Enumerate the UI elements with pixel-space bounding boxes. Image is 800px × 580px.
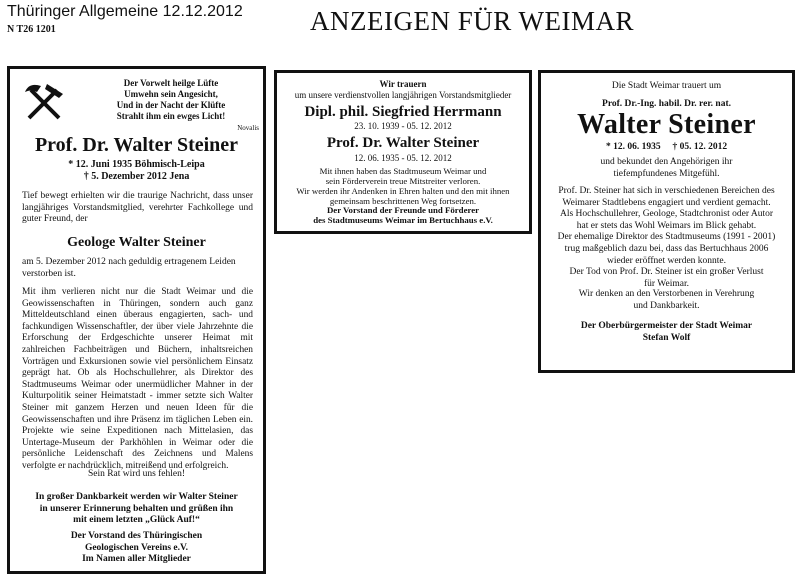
gratitude-line: In großer Dankbarkeit werden wir Walter Steiner [35,492,238,502]
intro-paragraph: Tief bewegt erhielten wir die traurige Nachricht, dass unser langjähriges Vorstandsmitglied, verehrter Fachkollege und guter Freund, der [22,191,253,225]
death-notice-paragraph: am 5. Dezember 2012 nach geduldig ertragenem Leiden verstorben ist. [22,257,236,279]
signature-line: Geologischen Vereins e.V. [84,542,189,553]
body-line: trug maßgeblich dazu bei, dass das Bertuchhaus 2006 [564,243,769,254]
mourning-heading [277,79,529,101]
signature-block [551,321,782,344]
body-line: sein Förderverein treue Mitstreiter verloren. [325,176,481,186]
body-line: Prof. Dr. Steiner hat sich in verschiedenen Bereichen des [558,186,775,196]
motto-line: Umwehn sein Angesicht, [124,89,218,99]
obituary-geological-society [7,66,266,574]
tribute-paragraph [283,166,523,206]
body-line: Der Tod von Prof. Dr. Steiner ist ein großer Verlust [569,267,764,278]
motto-line: Und in der Nacht der Klüfte [116,100,226,110]
signature-line: des Stadtmuseums Weimar im Bertuchhaus e.V. [313,215,493,225]
body-line: Wir werden ihr Andenken in Ehren halten und den mit ihnen [296,186,510,196]
gratitude-line: mit einem letzten „Glück Auf!“ [73,515,200,526]
condolence-line: und bekundet den Angehörigen ihr [600,157,733,167]
deceased-name: Prof. Dr. Walter Steiner [34,134,239,156]
gratitude-line: in unserer Erinnerung behalten und grüßen ihn [39,503,234,514]
signature-line: Im Namen aller Mitglieder [82,554,191,565]
heading-line: Wir trauern [379,79,427,89]
deceased-name-1: Dipl. phil. Siegfried Herrmann [304,104,502,120]
signature-line: Der Vorstand der Freunde und Förderer [326,205,480,215]
death-date: † 5. Dezember 2012 Jena [83,171,190,182]
deceased-name: Walter Steiner [577,109,756,140]
tribute-paragraph [549,186,784,290]
life-dates: * 12. 06. 1935 † 05. 12. 2012 [605,142,728,152]
obituary-city-weimar [538,70,795,373]
body-line: wieder eröffnet werden konnte. [606,255,727,266]
motto-verse [85,78,257,122]
body-line: für Weimar. [644,278,689,289]
deceased-name-2: Prof. Dr. Walter Steiner [326,135,480,151]
obituary-museum-friends [274,70,532,234]
life-dates [10,159,263,183]
academic-title: Prof. Dr.-Ing. habil. Dr. rer. nat. [602,99,731,109]
closing-remark: Sein Rat wird uns fehlen! [87,469,186,479]
page-title: ANZEIGEN FÜR WEIMAR [310,6,634,36]
birth-date: * 12. Juni 1935 Böhmisch-Leipa [68,159,205,170]
remembrance-line: und Dankbarkeit. [633,300,700,311]
signature-line: Stefan Wolf [642,332,691,343]
remembrance-line: Wir denken an den Verstorbenen in Verehrung [578,289,755,299]
tribute-paragraph: Mit ihm verlieren nicht nur die Stadt Weimar und die Geowissenschaften in Thüringen, sondern auch ganz Mitteldeutschland einen überaus engagierten, sach- und fachkundigen Wissenschaftler, der über viele Jahrzehnte die Erforschung der Erdgeschichte unserer Heimat mit zahlreichen Fachbeiträgen und Büchern, inhaltsreichen Vorträgen und Exkursionen sowie viel persönlichem Einsatz geprägt hat. Ob als Hochschullehrer, als Direktor des Stadtmuseums Weimar oder unermüdlicher Mahner in der Kulturpolitik seiner Heimatstadt - immer setzte sich Walter Steiner mit ganzem Herzen und neuen Ideen für die Geowissenschaften und ihre Präsenz im täglichen Leben ein. Projekte wie seine Expeditionen nach Mittelasien, das Untertage-Museum der Parkhöhlen in Weimar oder die persönliche Leidenschaft des Zeichnens und Malens verfolgte er nachdrücklich, mitreißend und erfolgreich. [22,287,253,471]
signature-line: Der Vorstand des Thüringischen [70,531,203,541]
signature-block [283,205,523,225]
motto-line: Strahlt ihm ein ewges Licht! [116,111,226,121]
remembrance-paragraph [551,289,782,312]
condolence-line: tiefempfundenes Mitgefühl. [613,168,720,179]
life-dates-1: 23. 10. 1939 - 05. 12. 2012 [354,121,452,131]
mourning-intro: Die Stadt Weimar trauert um [611,81,722,91]
motto-line: Der Vorwelt heilge Lüfte [123,78,219,88]
signature-line: Der Oberbürgermeister der Stadt Weimar [580,321,753,331]
body-line: Der ehemalige Direktor des Stadtmuseums (1991 - 2001) [557,232,776,243]
edition-code: N T26 1201 [7,24,56,35]
hammer-and-pick-icon [23,80,65,122]
body-line: Mit ihnen haben das Stadtmuseum Weimar und [319,166,487,176]
body-line: Weimarer Stadtlebens engagiert und verdient gemacht. [562,197,771,208]
life-dates-2: 12. 06. 1935 - 05. 12. 2012 [354,153,452,163]
body-line: hat er stets das Wohl Weimars im Blick gehabt. [576,220,757,231]
motto-author: Novalis [237,124,259,132]
condolence-paragraph [551,157,782,180]
heading-line: um unsere verdienstvollen langjährigen Vorstandsmitglieder [294,90,512,100]
body-line: gemeinsam beschrittenen Weg fortsetzen. [329,196,477,206]
geologist-heading: Geologe Walter Steiner [67,235,206,250]
body-line: Als Hochschullehrer, Geologe, Stadtchronist oder Autor [559,209,774,220]
signature-block [20,531,253,566]
gratitude-paragraph [20,492,253,527]
newspaper-name-date: Thüringer Allgemeine 12.12.2012 [7,3,243,20]
